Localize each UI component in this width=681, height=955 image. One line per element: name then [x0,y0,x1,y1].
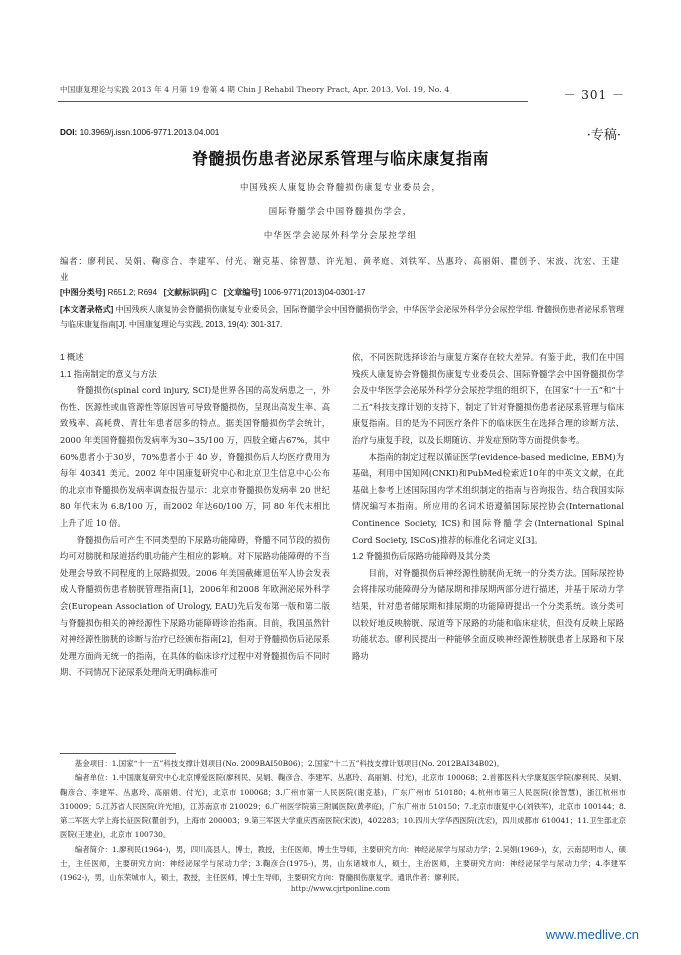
watermark: www.medlive.cn [545,927,639,942]
clc-value: R651.2; R694 [107,288,157,297]
author-organization-2: 国际脊髓学会中国脊髓损伤学会， [268,206,413,216]
doc-code-label: [文献标识码] [163,288,209,297]
running-head: 中国康复理论与实践 2013 年 4 月第 19 卷第 4 期 Chin J Rehabil Theory Pract, Apr. 2013, Vol. 19, No. 4 [60,85,450,94]
article-title: 脊髓损伤患者泌尿系管理与临床康复指南 [191,151,489,168]
article-no-value: 1006-9771(2013)04-0301-17 [263,288,366,297]
doi [60,128,219,137]
footer-url[interactable]: http://www.cjrtponline.com [290,884,391,893]
author-organization-1: 中国残疾人康复协会脊髓损伤康复专业委员会， [239,182,442,192]
author-list: 编者：廖利民、吴娟、鞠彦合、李建军、付光、谢克基、徐智慧、许光旭、黄孝庭、刘铁军、丛惠玲、高丽娟、瞿创予、宋波、沈宏、王建业 [60,256,620,282]
page-number: － 301 － [563,88,625,102]
body-paragraph: 依，不同医院选择诊治与康复方案存在较大差异。有鉴于此，我们在中国残疾人康复协会脊髓损伤康复专业委员会、国际脊髓学会中国脊髓损伤学会及中华医学会泌尿外科学分会尿控学组的组织下，在国家“十一五”和“十二五”科技支撑计划的支持下，制定了针对脊髓损伤患者泌尿系管理与临床康复指南。目的是为不同医疗条件下的临床医生在选择合理的诊断方法、治疗与康复手段，以及长期随访、并发症预防等方面提供参考。 [352,352,624,445]
section-heading-1-2: 1.2 脊髓损伤后尿路功能障碍及其分类 [352,551,491,562]
citation-label: [本文著录格式] [60,305,114,314]
article-no-label: [文章编号] [223,288,261,297]
author-organization-3: 中华医学会泌尿外科学分会尿控学组 [263,230,418,240]
body-column-right [352,349,624,664]
header-rule [58,101,528,102]
body-paragraph: 脊髓损伤(spinal cord injury, SCI)是世界各国的高发病患之一，外伤性、医源性或血管源性等原因皆可导致脊髓损伤，呈现出高发生率、高致残率、高耗费、青壮年患者居多的特点。据美国脊髓损伤学会统计，2000 年美国脊髓损伤发病率为30~35/100 万，四肢全瘫占67%，其中60%患者小于30岁，70%患者小于 40 岁，脊髓损伤后人均医疗费用为每年 40341 美元。2002 年中国康复研究中心和北京卫生信息中心公布的北京市脊髓损伤发病率调查报告显示：北京市脊髓损伤发病率 20 世纪80 年代末为 6.8/100 万，而2002 年达60/100 万，同 80 年代末相比上升了近 10 倍。 [60,385,330,528]
footnote-funding: 基金项目：1.国家“十一五”科技支撑计划项目(No. 2009BAI50B06)；2.国家“十二五”科技支撑计划项目(No. 2012BAI34B02)。 [74,759,504,768]
column-tag: ·专稿· [586,128,621,143]
citation-text: 中国残疾人康复协会脊髓损伤康复专业委员会，国际脊髓学会中国脊髓损伤学会，中华医学会泌尿外科学分会尿控学组. 脊髓损伤患者泌尿系管理与临床康复指南[J]. 中国康复理论与实践, 2013, 19(4): 301-317. [60,305,625,329]
doi-label: DOI: [60,128,78,137]
body-paragraph: 本指南的制定过程以循证医学(evidence-based medicine, EBM)为基础，利用中国知网(CNKI)和PubMed检索近10年的中英文文献，在此基础上参考上述国际国内学术组织制定的指南与咨询报告，结合我国实际情况编写本指南。所应用的名词术语遵循国际尿控协会(International Continence Society, ICS)和国际脊髓学会(International Spinal Cord Society, ISCoS)推荐的标准化名词定义[3]。 [352,451,624,545]
body-column-left [60,349,330,681]
footnote-biographies: 编者简介：1.廖利民(1964-)，男，四川高县人，博士，教授，主任医师，博士生导师，主要研究方向：神经泌尿学与尿动力学；2.吴娟(1969-)，女，云南昆明市人，硕士，主任医师，主要研究方向：神经泌尿学与尿动力学；3.鞠彦合(1975-)，男，山东诸城市人，硕士，主治医师，主要研究方向：神经泌尿学与尿动力学；4.李建军(1962-)，男，山东荣城市人，硕士，教授，主任医师，博士生导师，主要研究方向：脊髓损伤康复学。通讯作者：廖利民。 [60,844,626,883]
citation-format [60,302,626,332]
classification-line [60,285,626,300]
footnotes [60,757,626,886]
body-paragraph: 脊髓损伤后可产生不同类型的下尿路功能障碍，脊髓不同节段的损伤均可对膀胱和尿道括约肌功能产生相应的影响。对下尿路功能障碍的不当处理会导致不同程度的上尿路损毁。2006 年美国截瘫退伍军人协会发表成人脊髓损伤患者膀胱管理指南[1]，2006年和2008 年欧洲泌尿外科学会(European Association of Urology, EAU)先后发布第一版和第二版与脊髓损伤相关的神经源性下尿路功能障碍诊治指南。目前，我国虽然针对神经源性膀胱的诊断与治疗已经颁布指南[2]，但对于脊髓损伤后泌尿系处理方面尚无统一的指南，在具体的临床诊疗过程中对脊髓损伤后不同时期、不同情况下泌尿系处理尚无明确标准可 [60,534,330,678]
clc-label: [中图分类号] [60,288,106,297]
section-heading-1-1: 1.1 指南制定的意义与方法 [60,368,157,379]
section-heading-1: 1 概述 [60,352,84,362]
doi-value[interactable]: 10.3969/j.issn.1006-9771.2013.04.001 [79,128,220,137]
footnote-rule [60,753,176,754]
doc-code-value: C [211,288,217,297]
footnote-affiliations: 编者单位：1.中国康复研究中心北京博爱医院(廖利民、吴娟、鞠彦合、李建军、丛惠玲、高丽娟、付光)，北京市 100068；2.首都医科大学康复医学院(廖利民、吴娟、鞠彦合、李建军、丛惠玲、高丽娟、付光)，北京市 100068；3.广州市第一人民医院(谢克基)，广东广州市 510180；4.杭州市第三人民医院(徐智慧)，浙江杭州市 310009；5.江苏省人民医院(许光旭)，江苏南京市 210029；6.广州医学院第三附属医院(黄孝庭)，广东广州市 510150；7.北京市康复中心(刘铁军)，北京市 100144；8.第二军医大学上海长征医院(瞿创予)，上海市 200003；9.第三军医大学重庆西南医院(宋波)，402283；10.四川大学华西医院(沈宏)，四川成都市 610041；11.卫生部北京医院(王建业)，北京市 100730。 [60,773,626,840]
body-paragraph: 目前，对脊髓损伤后神经源性膀胱尚无统一的分类方法。国际尿控协会将排尿功能障碍分为储尿期和排尿期两部分进行描述，并基于尿动力学结果，针对患者储尿期和排尿期的功能障碍提出一个分类系统。该分类可以较好地反映膀胱、尿道等下尿路的功能和临床症状，但没有反映上尿路功能状态。廖利民提出一种能够全面反映神经源性膀胱患者上尿路和下尿路功 [352,567,624,661]
